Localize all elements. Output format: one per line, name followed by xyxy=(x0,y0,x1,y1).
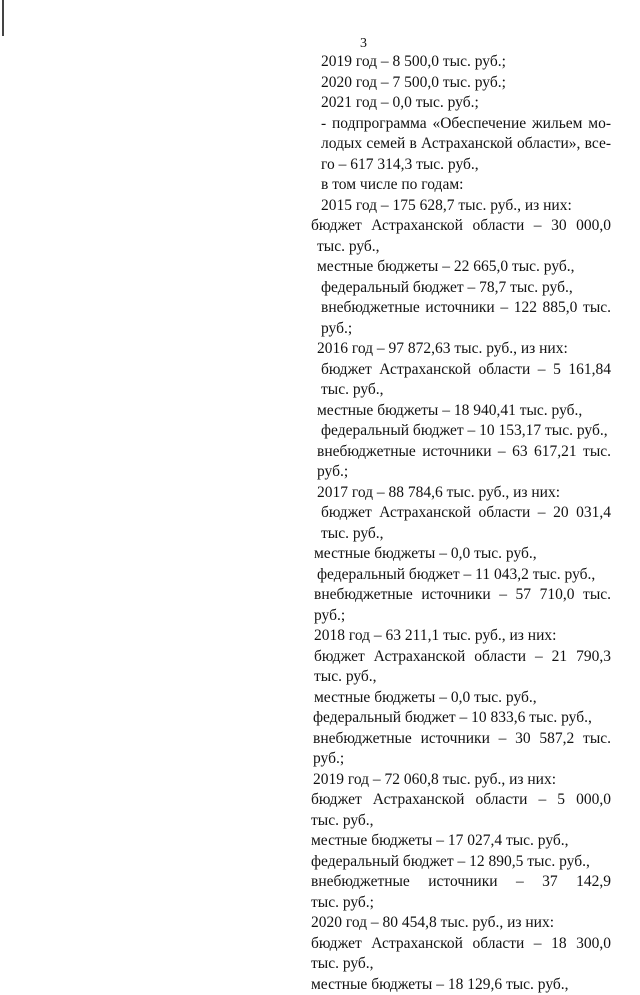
text-line: тыс. руб., xyxy=(311,524,611,545)
text-line: тыс. руб., xyxy=(311,237,611,258)
text-line: бюджет Астраханской области – 30 000,0 xyxy=(311,216,611,237)
text-line: в том числе по годам: xyxy=(311,175,611,196)
text-line: тыс. руб., xyxy=(311,380,611,401)
text-line: 2021 год – 0,0 тыс. руб.; xyxy=(311,93,611,114)
text-line: местные бюджеты – 0,0 тыс. руб., xyxy=(311,688,611,709)
text-line: тыс. руб., xyxy=(311,667,611,688)
text-line: внебюджетные источники – 63 617,21 тыс. xyxy=(311,442,611,463)
text-line: - подпрограмма «Обеспечение жильем мо- xyxy=(311,114,611,135)
text-line: бюджет Астраханской области – 18 300,0 xyxy=(311,934,611,955)
text-line: руб.; xyxy=(311,606,611,627)
text-line: 2019 год – 72 060,8 тыс. руб., из них: xyxy=(311,770,611,791)
text-line: местные бюджеты – 17 027,4 тыс. руб., xyxy=(311,831,611,852)
text-line: бюджет Астраханской области – 5 161,84 xyxy=(311,360,611,381)
text-line: 2020 год – 80 454,8 тыс. руб., из них: xyxy=(311,913,611,934)
text-line: тыс. руб., xyxy=(311,811,611,832)
text-line: руб.; xyxy=(311,462,611,483)
text-line: внебюджетные источники – 30 587,2 тыс. xyxy=(311,729,611,750)
text-line: внебюджетные источники – 122 885,0 тыс. xyxy=(311,298,611,319)
text-line: го – 617 314,3 тыс. руб., xyxy=(311,155,611,176)
text-line: федеральный бюджет – 12 890,5 тыс. руб., xyxy=(311,852,611,873)
text-line: 2019 год – 8 500,0 тыс. руб.; xyxy=(311,52,611,73)
text-line: 2015 год – 175 628,7 тыс. руб., из них: xyxy=(311,196,611,217)
document-body xyxy=(311,52,611,995)
text-line: местные бюджеты – 18 940,41 тыс. руб., xyxy=(311,401,611,422)
text-line: местные бюджеты – 0,0 тыс. руб., xyxy=(311,544,611,565)
text-line: федеральный бюджет – 11 043,2 тыс. руб., xyxy=(311,565,611,586)
text-line: внебюджетные источники – 37 142,9 xyxy=(311,872,611,893)
text-line: бюджет Астраханской области – 5 000,0 xyxy=(311,790,611,811)
text-line: бюджет Астраханской области – 21 790,3 xyxy=(311,647,611,668)
text-line: лодых семей в Астраханской области», все- xyxy=(311,134,611,155)
text-line: федеральный бюджет – 10 153,17 тыс. руб., xyxy=(311,421,611,442)
text-line: 2017 год – 88 784,6 тыс. руб., из них: xyxy=(311,483,611,504)
text-line: тыс. руб.; xyxy=(311,893,611,914)
text-line: местные бюджеты – 22 665,0 тыс. руб., xyxy=(311,257,611,278)
text-line: местные бюджеты – 18 129,6 тыс. руб., xyxy=(311,975,611,995)
text-line: руб.; xyxy=(311,749,611,770)
text-line: бюджет Астраханской области – 20 031,4 xyxy=(311,503,611,524)
text-line: тыс. руб., xyxy=(311,954,611,975)
margin-mark xyxy=(2,0,4,36)
text-line: федеральный бюджет – 10 833,6 тыс. руб., xyxy=(311,708,611,729)
text-line: руб.; xyxy=(311,319,611,340)
text-line: 2016 год – 97 872,63 тыс. руб., из них: xyxy=(311,339,611,360)
page-number: 3 xyxy=(360,36,367,52)
text-line: федеральный бюджет – 78,7 тыс. руб., xyxy=(311,278,611,299)
text-line: 2020 год – 7 500,0 тыс. руб.; xyxy=(311,73,611,94)
text-line: 2018 год – 63 211,1 тыс. руб., из них: xyxy=(311,626,611,647)
text-line: внебюджетные источники – 57 710,0 тыс. xyxy=(311,585,611,606)
